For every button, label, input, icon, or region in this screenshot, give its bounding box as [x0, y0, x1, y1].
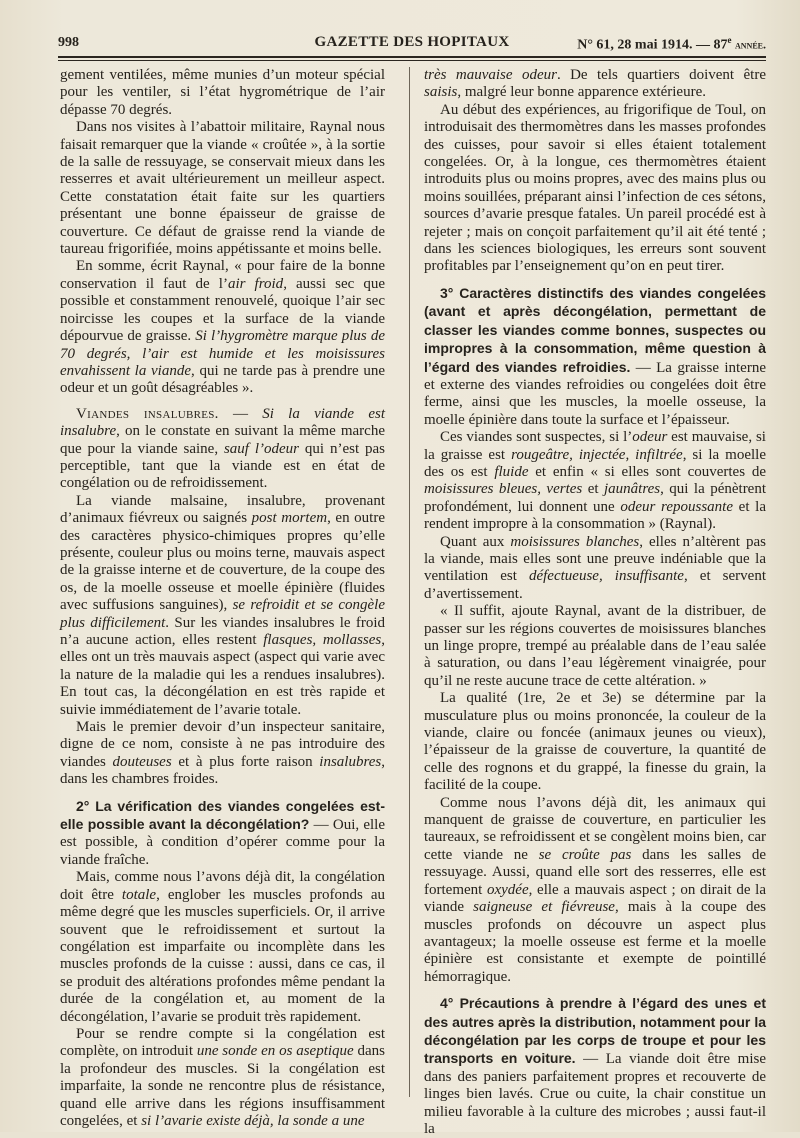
italic-run: douteuses [112, 753, 172, 770]
italic-run: odeur repoussante [620, 498, 733, 515]
left-column [60, 67, 386, 1129]
italic-run: saigneuse et fiévreuse [473, 899, 615, 916]
text-run: , qui ne tarde pas à prendre une odeur et un goût désagréables ». [60, 362, 385, 397]
italic-run: flasques, mollasses [263, 632, 382, 648]
text-run: et [582, 481, 604, 498]
section-heading: 3° Caractères distinctifs des viandes congelées (avant et après décongélation, permettant de classer les viandes comme bonnes, suspectes ou impropres à la consommation, même question à l’égard des viandes refroidies. [424, 284, 766, 375]
paragraph [424, 534, 766, 604]
italic-run: moisissures bleues, vertes [424, 481, 583, 498]
section-heading: 2° La vérification des viandes congelées est-elle possible avant la décongélation? [60, 797, 385, 833]
text-run: dans la profondeur des muscles. Si la congélation est imparfaite, la sonde ne rencontre plus de résistance, quand elle arrive dans les régions insuffisamment congelées, et [60, 1043, 386, 1129]
italic-run: insalubres [319, 753, 382, 770]
paragraph [60, 406, 385, 493]
issue-number-date: N° 61, 28 mai 1914. — 87 [577, 37, 728, 53]
italic-run: Si l’hygromètre marque plus de 70 degrés, l’air est humide et les moisissures envahissent la viande [60, 328, 385, 379]
italic-run: jaunâtres [603, 481, 661, 498]
text-run: , on le constate en suivant la même marche que pour la viande saine, [60, 423, 385, 457]
text-run: et la rendent impropre à la consommation » (Raynal). [424, 498, 766, 533]
text-run: En somme, écrit Raynal, « pour faire de la bonne conservation il faut de l’ [60, 258, 385, 292]
text-run: , qui la pénètrent profondément, lui donnent une [424, 481, 767, 515]
paragraph [60, 258, 385, 397]
text-run: — Oui, elle est possible, à condition d’opérer comme pour la viande fraîche. [60, 817, 385, 868]
italic-run: sauf l’odeur [223, 440, 300, 457]
paragraph [424, 67, 766, 102]
text-run: et à plus forte raison [171, 753, 320, 770]
italic-run: rougeâtre, injectée, infiltrée [511, 446, 683, 463]
italic-run: si l’avarie existe déjà, la sonde a une [141, 1112, 365, 1129]
year-label: année. [734, 37, 766, 52]
italic-run: oxydée [486, 881, 529, 898]
text-run: Quant aux [440, 533, 511, 550]
section-heading: 4° Précautions à prendre à l’égard des unes et des autres après la distribution, notamment pour la décongélation par les corps de troupe et pour les transports en voiture. [424, 995, 766, 1067]
italic-run: fluide [494, 463, 529, 480]
journal-title: GAZETTE DES HOPITAUX [314, 34, 510, 50]
paragraph [424, 795, 766, 986]
italic-run: se croûte pas [538, 846, 632, 863]
text-run: , elle a mauvais aspect ; on dirait de la viande [424, 881, 766, 916]
text-run: , si la moelle des os est [424, 446, 767, 480]
section-head: Viandes insalubres. [76, 405, 219, 422]
text-run: , aussi sec que possible et constamment renouvelé, quoique l’air sec noircisse les coupes et la surface de la viande dépourvue de graisse. [60, 275, 386, 345]
text-run: , malgré leur bonne apparence extérieure. [457, 84, 706, 101]
text-run: , dans les chambres froides. [60, 753, 385, 788]
text-run: Mais le premier devoir d’un inspecteur sanitaire, digne de ce nom, consiste à ne pas introduire des viandes [60, 719, 385, 770]
text-run: , en outre des caractères physico-chimiques propres qu’elle présente, couleur plus ou moins terne, mauvais aspect de la graisse interne et de couverture, de la coupe des os, de la moelle osseuse et moelle épinière (fluides avec suffusions sanguines), [60, 510, 386, 614]
text-run: . Sur les viandes insalubres le froid n’a aucune action, elles restent [60, 614, 386, 648]
paragraph [424, 995, 766, 1138]
text-run: — [218, 405, 263, 422]
paragraph [424, 285, 766, 429]
text-run: — La viande doit être mise dans des paniers parfaitement propres et recouverte de linges bien lavés. Crue ou cuite, la chair constitue un milieu favorable à la culture des microbes ; aussi faut-il la [424, 1051, 766, 1137]
right-column [424, 67, 767, 1137]
issue-info [577, 35, 766, 54]
text-run: dans les salles de ressuyage. Aussi, quand elle sort des resserres, elle est fortement [424, 846, 766, 898]
italic-run: totale [121, 886, 157, 903]
paragraph [60, 719, 385, 789]
issue-ordinal-sup: e [727, 35, 732, 45]
text-run: , elles ont un très mauvais aspect (aspect qui varie avec la nature de la maladie qui les a rendues insalubres). En tout cas, la décongélation en est très rapide et suivie immédiatement de l’avarie totale. [60, 632, 385, 718]
paragraph [60, 869, 385, 1026]
italic-run: défectueuse, insuffisante [528, 568, 684, 585]
text-run: Pour se rendre compte si la congélation est complète, on introduit [60, 1025, 385, 1060]
text-run: , mais à la coupe des muscles profonds on découvre un aspect plus avantageux; la moelle osseuse est ferme et la moelle épinière est consistante et exempte de pointillé hémorragique. [424, 899, 767, 985]
paragraph [60, 493, 385, 719]
italic-run: moisissures blanches [510, 533, 640, 550]
text-run: qui n’est pas perceptible, tant que la viande est en état de congélation ou de refroidissement. [60, 440, 386, 492]
paragraph [60, 798, 385, 870]
text-run: et enfin « si elles sont couvertes de [528, 463, 766, 480]
column-divider [409, 67, 410, 1097]
italic-run: odeur [632, 429, 668, 446]
header-rule-thick [58, 56, 766, 58]
paragraph: La qualité (1re, 2e et 3e) se détermine par la musculature plus ou moins prononcée, la couleur de la viande, claire ou foncée (animaux jeunes ou vieux), l’épaisseur de la graisse de couverture, la quantité de celle des rognons et du grappé, la finesse du grain, la facilité de la coupe. [424, 690, 766, 794]
italic-run: air froid [227, 275, 284, 292]
running-header [58, 33, 766, 53]
text-run: Ces viandes sont suspectes, si l’ [440, 429, 633, 446]
text-run: , et servent d’avertissement. [424, 568, 766, 602]
italic-run: se refroidit et se congèle plus difficilement [60, 597, 385, 631]
text-run: Mais, comme nous l’avons déjà dit, la congélation doit être [60, 869, 385, 903]
paragraph: gement ventilées, même munies d’un moteur spécial pour les ventiler, si l’état hygrométrique de l’air dépasse 70 degrés. [60, 67, 385, 118]
text-run: — La graisse interne et externe des viandes refroidies ou congelées doit être ferme, ainsi que les muscles, la moelle osseuse, la moelle épinière dans toute la surface et l’épaisseur. [424, 359, 766, 428]
paragraph: Au début des expériences, au frigorifique de Toul, on introduisait des thermomètres dans les masses profondes des cuisses, pour savoir si elles étaient totalement congelées. Or, à la longue, ces thermomètres étaient introduits plus ou moins propres, avec des mains plus ou moins souillées, préparant ainsi l’infection de ces sétons, sources d’avarie presque fatales. Un pareil procédé est à rejeter ; mais on conçoit parfaitement qu’il ait été tenté ; dans les sciences biologiques, les erreurs sont souvent profitables par l’enseignement qu’on en peut tirer. [424, 101, 766, 275]
italic-run: une sonde en os aseptique [196, 1043, 354, 1060]
italic-run: post mortem [251, 510, 328, 527]
italic-run: très mauvaise odeur [424, 67, 557, 83]
header-rule-thin [58, 60, 766, 61]
italic-run: Si la viande est insalubre [60, 405, 385, 440]
italic-run: saisis [424, 84, 458, 101]
text-run: , elles n’altèrent pas la viande, mais elles sont une preuve indéniable que la ventilation est [424, 533, 766, 585]
page-number: 998 [58, 35, 79, 50]
text-run: Comme nous l’avons déjà dit, les animaux qui manquent de graisse de couverture, en particulier les taureaux, se refroidissent et se congèlent moins bien, car cette viande ne [424, 794, 766, 863]
paragraph: Dans nos visites à l’abattoir militaire, Raynal nous faisait remarquer que la viande « croûtée », à la sortie de la salle de ressuyage, se conservait mieux dans les resserres et avait ultérieurement un meilleur aspect. Cette constatation était faite sur les quartiers présentant une bonne épaisseur de graisse de couverture. Ce défaut de graisse rend la viande de taureau frigorifiée, moins appétissante et moins belle. [60, 119, 385, 258]
text-run: est mauvaise, si la graisse est [424, 429, 766, 463]
text-run: La viande malsaine, insalubre, provenant d’animaux fiévreux ou saignés [60, 492, 385, 527]
paragraph [424, 429, 766, 533]
paragraph: « Il suffit, ajoute Raynal, avant de la distribuer, de passer sur les régions couvertes de moisissures blanches un linge propre, trempé au préalable dans de l’eau salée à saturation, ou dans l’eau légèrement vinaigrée, pour qu’il ne reste aucune trace de cette altération. » [424, 603, 766, 689]
text-run: . De tels quartiers doivent être [556, 67, 766, 83]
text-run: , englober les muscles profonds au même degré que les muscles superficiels. Or, il arrive souvent que le refroidissement et surtout la congélation est imparfaite ou incomplète dans les muscles profonds de la cuisse : aussi, dans ce cas, il se produit des altérations profondes même pendant la durée de la congélation et, au moment de la décongélation, l’avarie se produit très rapidement. [60, 886, 385, 1025]
paragraph [60, 1026, 385, 1130]
